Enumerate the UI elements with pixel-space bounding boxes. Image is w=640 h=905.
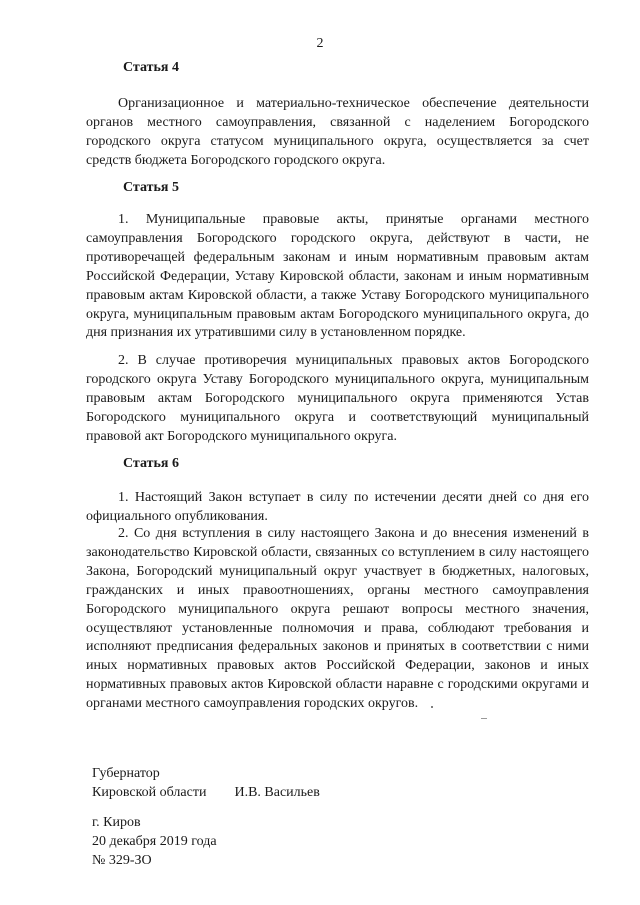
article-6-paragraph-1: 1. Настоящий Закон вступает в силу по истечении десяти дней со дня его официального опубликования.	[86, 490, 589, 524]
page-number: 2	[316, 36, 324, 51]
article-6-heading: Статья 6	[123, 456, 179, 471]
article-5-paragraph-1: 1. Муниципальные правовые акты, принятые органами местного самоуправления Богородского городского округа, действуют в части, не противоречащей федеральным законам и иным нормативным правовым актам Российской Федерации, Уставу Кировской области, законам и иным нормативным правовым актам Кировской области, а также Уставу Богородского муниципального округа, муниципальным правовым актам Богородского муниципального округа, до дня признания их утратившими силу в установленном порядке.	[86, 212, 589, 341]
article-5-heading: Статья 5	[123, 180, 179, 195]
governor-region: Кировской области	[92, 785, 207, 800]
governor-name: И.В. Васильев	[234, 785, 320, 800]
scan-mark	[481, 718, 487, 719]
issue-date: 20 декабря 2019 года	[92, 834, 217, 849]
governor-title: Губернатор	[92, 766, 160, 781]
article-4-heading: Статья 4	[123, 60, 179, 75]
article-4-text: Организационное и материально-техническое обеспечение деятельности органов местного самоуправления, связанной с наделением Богородского городского округа статусом муниципального округа, осуществляется за счет средств бюджета Богородского городского округа.	[86, 96, 589, 168]
document-footer	[92, 813, 217, 870]
issue-city: г. Киров	[92, 815, 141, 830]
article-6-paragraph-2: 2. Со дня вступления в силу настоящего Закона и до внесения изменений в законодательство Кировской области, связанных со вступлением в силу настоящего Закона, Богородский муниципальный округ участвует в бюджетных, налоговых, гражданских и иных правоотношениях, органы местного самоуправления Богородского муниципального округа решают вопросы местного значения, осуществляют установленные полномочия и права, соблюдают требования и исполняют предписания федеральных законов и принятых в соответствии с ними иных нормативных правовых актов Российской Федерации, законов и иных нормативных правовых актов Кировской области наравне с городскими округами и органами местного самоуправления городских округов.	[86, 526, 589, 712]
signature-block	[92, 764, 320, 802]
law-number: № 329-ЗО	[92, 853, 152, 868]
governor-region-line	[92, 783, 320, 802]
article-5-paragraph-2: 2. В случае противоречия муниципальных правовых актов Богородского городского округа Уставу Богородского муниципального округа, муниципальным правовым актам Богородского муниципального округа применяются Устав Богородского муниципального округа и соответствующий муниципальный правовой акт Богородского муниципального округа.	[86, 353, 589, 444]
scan-speck	[431, 706, 433, 708]
